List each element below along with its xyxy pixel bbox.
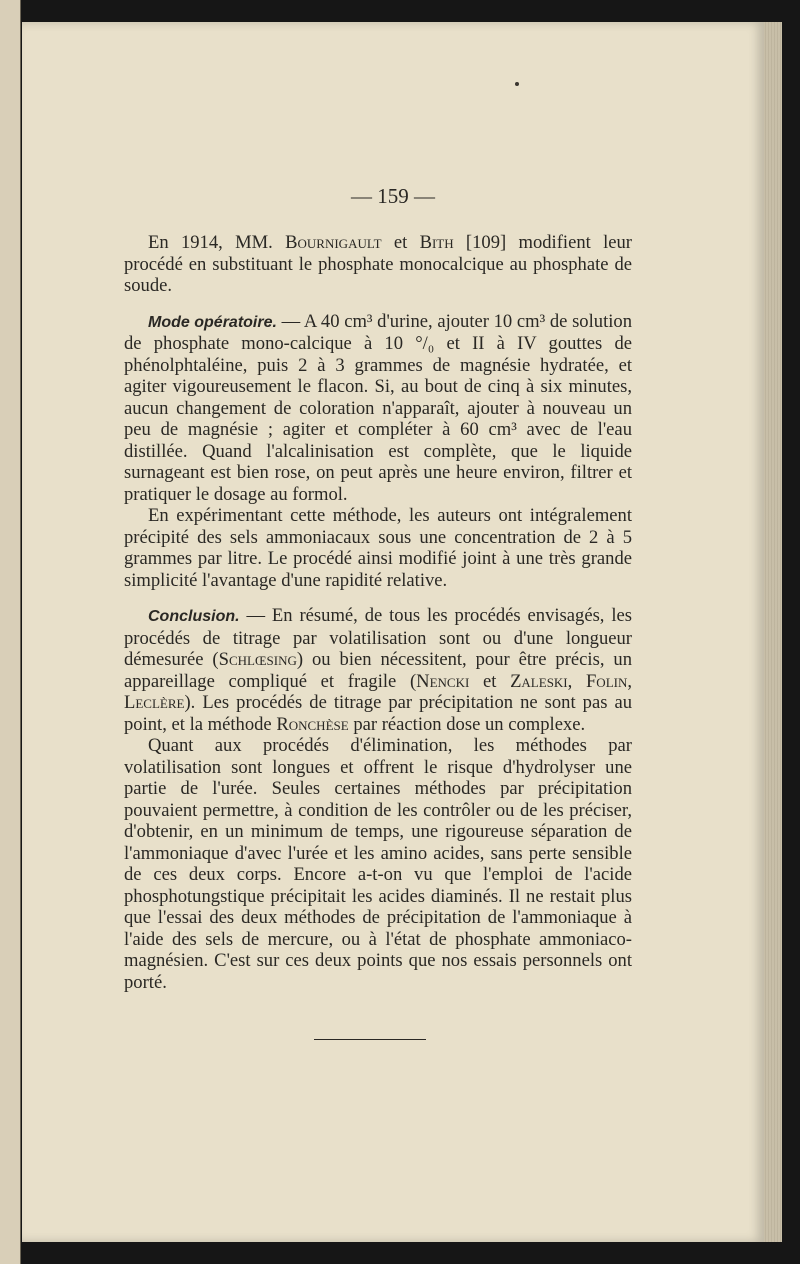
section-lead: Mode opératoire. bbox=[148, 313, 277, 331]
text-run: et bbox=[469, 670, 511, 692]
text-run: ). Les procédés de titrage par précipitation ne sont pas au point, et la méthode bbox=[124, 692, 632, 735]
text-run: , bbox=[627, 670, 633, 692]
facing-page-edge bbox=[0, 0, 21, 1264]
author-name: Bournigault bbox=[285, 232, 382, 253]
section-end-rule bbox=[314, 1039, 426, 1040]
body-text bbox=[124, 232, 632, 993]
author-name: Ronchèse bbox=[276, 713, 349, 735]
author-name: Zaleski bbox=[510, 670, 568, 692]
text-run: En expérimentant cette méthode, les auteurs ont intégralement précipité des sels ammoniacaux sous une concentration de 2 à 5 grammes par litre. Le procédé ainsi modifié joint à une très grande simplicité l'avantage d'une rapidité relative. bbox=[124, 505, 632, 591]
author-name: Schlœsing bbox=[218, 649, 297, 670]
text-run: Quant aux procédés d'élimination, les méthodes par volatilisation sont longues et offrent le risque d'hydrolyser une partie de l'urée. Seules certaines méthodes par précipitation pouvaient permettre, à condition de les contrôler ou de les préciser, d'obtenir, en un minimum de temps, une rigoureuse séparation de l'ammoniaque d'avec l'urée et les amino acides, sans perte sensible de ces deux corps. Encore a-t-on vu que l'emploi de l'acide phosphotungstique précipitait les acides diaminés. Il ne restait plus que l'essai des deux méthodes de précipitation de l'ammoniaque à l'aide des sels de mercure, ou à l'état de phosphate ammoniaco-magnésien. C'est sur ces deux points que nos essais personnels ont porté. bbox=[124, 735, 632, 993]
text-run: — En résumé, de tous les procédés envisagés, les procédés de titrage par volatilisation sont ou d'une longueur démesurée ( bbox=[124, 605, 632, 670]
author-name: Folin bbox=[585, 670, 628, 692]
speck bbox=[515, 82, 519, 86]
text-run: par réaction dose un complexe. bbox=[348, 713, 586, 735]
text-run: et bbox=[381, 232, 420, 253]
paragraph-3 bbox=[124, 505, 632, 591]
page-stack-edge bbox=[764, 22, 782, 1242]
paragraph-1 bbox=[124, 232, 632, 297]
text-run: ) ou bien nécessitent, pour être précis, un appareillage compliqué et fragile ( bbox=[124, 649, 632, 692]
paragraph-5 bbox=[124, 735, 632, 993]
text-run: [109] modifient leur procédé en substituant le phosphate monocalcique au phosphate de soude. bbox=[124, 232, 632, 296]
paragraph-4 bbox=[124, 605, 632, 735]
paragraph-2 bbox=[124, 311, 632, 506]
author-name: Nencki bbox=[416, 670, 470, 692]
text-run: — A 40 cm³ d'urine, ajouter 10 cm³ de solution de phosphate mono-calcique à 10 °/₀ et II à IV gouttes de phénolphtaléine, puis 2 à 3 grammes de magnésie hydratée, et agiter vigoureusement le flacon. Si, au bout de cinq à six minutes, aucun changement de coloration n'apparaît, ajouter à nouveau un peu de magnésie ; agiter et compléter à 60 cm³ avec de l'eau distillée. Quand l'alcalinisation est complète, que le liquide surnageant est bien rose, on peut après une heure environ, filtrer et pratiquer le dosage au formol. bbox=[124, 310, 632, 505]
section-lead: Conclusion. bbox=[148, 608, 240, 625]
author-name: Bith bbox=[419, 232, 454, 253]
page-number: — 159 — bbox=[351, 184, 435, 208]
text-run: En 1914, MM. bbox=[148, 232, 286, 253]
book-page bbox=[22, 22, 764, 1242]
text-run: , bbox=[567, 670, 586, 692]
author-name: Leclère bbox=[124, 692, 185, 713]
